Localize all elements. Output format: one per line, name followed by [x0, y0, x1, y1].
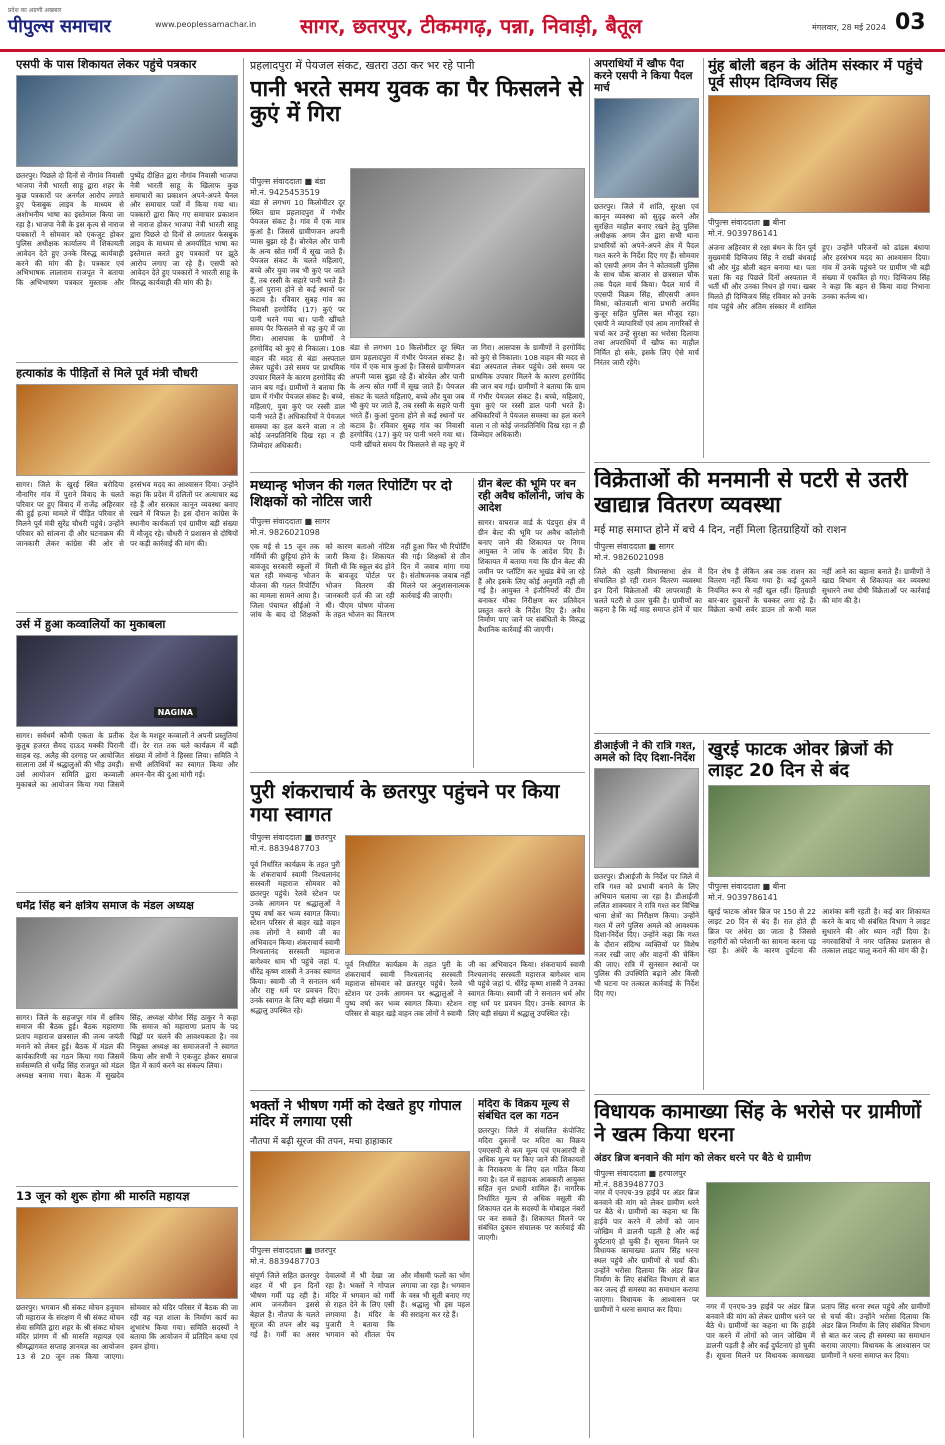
photo-chaudhary-visit [16, 384, 238, 476]
column-rule [473, 478, 474, 768]
photo-gopal-temple [250, 1151, 470, 1241]
byline [250, 516, 470, 538]
story-body: छतरपुर। पिछले दो दिनों से नौगांव निवासी भाजपा नेत्री भारती साहू द्वारा शहर के कुछ पत्रकारों पर अनर्गल आरोप लगाते हुए फेसबुक लाइव के माध्यम से अशोभनीय भाषा का इस्तेमाल किया जा रहा है। भाजपा नेत्री के इस कृत्य से नाराज पत्रकारों ने सोमवार को एकजुट होकर पुलिस अधीक्षक कार्यालय में शिकायती आवेदन देते हुए उनके विरुद्ध कार्यवाही करने की मांग की है। पत्रकार एवं अभिभाषक लालाराम राजपूत ने बताया कि अभिभाषण पत्रकार मुस्ताक और पुष्पेंद्र दीक्षित द्वारा नौगांव निवासी भाजपा नेत्री भारती साहू के खिलाफ कुछ समाचारों का प्रकाशन अपने-अपने चैनल और समाचार पत्रों में किया गया था। पत्रकारों द्वारा किए गए समाचार प्रकाशन से नाराज होकर भाजपा नेत्री भारती साहू द्वारा पिछले दो दिनों से लगातार फेसबुक लाइव के माध्यम से अमर्यादित भाषा का इस्तेमाल करते हुए पत्रकारों पर झूठे आरोप लगाए जा रहे हैं। एसपी को आवेदन देते हुए पत्रकारों ने भारती साहू के विरुद्ध कार्यवाही की मांग की है। [16, 171, 238, 288]
story-body: छतरपुर। डीआईजी के निर्देश पर जिले में रात्रि गश्त को प्रभावी बनाने के लिए अभियान चलाया जा रहा है। डीआईजी ललित शाक्यवार ने रात्रि गश्त कर विभिन्न थाना क्षेत्रों का निरीक्षण किया। उन्होंने गश्त में लगे पुलिस अमले को आवश्यक दिशा-निर्देश दिए। उन्होंने कहा कि गश्त के दौरान संदिग्ध व्यक्तियों पर विशेष नजर रखी जाए और वाहनों की चेकिंग की जाए। रात्रि में सुनसान स्थानों पर पुलिस की उपस्थिति बढ़ाने और किसी भी घटना पर तत्काल कार्रवाई के निर्देश दिए गए। [594, 872, 699, 998]
story-kshatriya [16, 900, 238, 1182]
byline-name: पीपुल्स संवाददाता ■ बीना [708, 882, 786, 892]
headline[interactable]: खुरई फाटक ओवर ब्रिजों की लाइट 20 दिन से बंद [708, 740, 893, 781]
divider [16, 1186, 238, 1187]
story-body: छतरपुर। जिले में संचालित कंपोजिट मदिरा दुकानों पर मदिरा का विक्रय एमएसपी से कम मूल्य एवं एमआरपी से अधिक मूल्य पर किए जाने की शिकायतों के निराकरण के लिए दल गठित किया गया है। दल में सहायक आबकारी आयुक्त सहित वृत्त प्रभारी शामिल हैं। नागरिक निर्धारित मूल्य से अधिक वसूली की शिकायत दल के सदस्यों के मोबाइल नंबरों पर कर सकते हैं। शिकायत मिलने पर संबंधित दुकान संचालक पर कार्रवाई की जाएगी। [478, 1126, 585, 1243]
story-body: सागर। जिले के खुरई स्थित बरोदिया नौनागिर गांव में पुराने विवाद के चलते परिवार पर हुए विवाद में राजेंद्र अहिरवार की हुई हत्या मामले में पीड़ित परिवार से मिलने पूर्व मंत्री सुरेंद्र चौधरी पहुंचे। उन्होंने परिवार को सांत्वना दी और घटनाक्रम की जानकारी लेकर कांग्रेस की ओर से हरसंभव मदद का आश्वासन दिया। उन्होंने कहा कि प्रदेश में दलितों पर अत्याचार बढ़ रहे हैं और सरकार कानून व्यवस्था बनाए रखने में विफल है। इस दौरान कांग्रेस के स्थानीय कार्यकर्ता एवं ग्रामीण बड़ी संख्या में मौजूद रहे। चौधरी ने प्रशासन से दोषियों पर कड़ी कार्रवाई की मांग की। [16, 480, 238, 548]
byline-name: पीपुल्स संवाददाता ■ छतरपुर [250, 833, 336, 842]
story-body: बंडा से लगभग 10 किलोमीटर दूर स्थित ग्राम प्रहलादपुरा में गंभीर पेयजल संकट है। गांव में एक मात्र कुआं है। जिससे ग्रामीणजन अपनी प्यास बुझा रहे हैं। बोरवेल और पानी के अन्य स्रोत गर्मी में सूख जाते हैं। पेयजल संकट के चलते महिलाएं, बच्चे और युवा जब भी कुएं पर जाते हैं, तब रस्सी के सहारे पानी भरते हैं। कुआं पुराना होने से कई स्थानों पर कटाव है। रविवार सुबह गांव का निवासी हरगोविंद (17) कुएं पर पानी भरने गया था। पानी खींचते समय पैर फिसलने से वह कुएं में जा गिरा। आसपास के ग्रामीणों ने हरगोविंद को कुएं से निकाला। 108 वाहन की मदद से बंडा अस्पताल लेकर पहुंचे। उसे समय पर प्राथमिक उपचार मिलने के कारण हरगोविंद की जान बच गई। ग्रामीणों ने बताया कि ग्राम में गंभीर पेयजल संकट है। बच्चे, महिलाएं, युवा कुएं पर रस्सी डाल पानी भरते हैं। अधिकारियों ने पेयजल समस्या का हल करने वाला न तो कोई जनप्रतिनिधि दिख रहा न ही जिम्मेदार अधिकारी। [350, 343, 585, 450]
headline[interactable]: धर्मेंद्र सिंह बने क्षत्रिय समाज के मंडल अध्यक्ष [16, 900, 194, 912]
photo-digvijay-funeral [708, 95, 930, 213]
brand-name: पीपुल्स समाचार [8, 16, 111, 37]
headline[interactable]: अपराधियों में खौफ पैदा करने एसपी ने किया पैदल मार्च [594, 58, 693, 95]
story-body: सागर। सर्वधर्म कौमी एकता के प्रतीक कुतुब हजरत सैयद दाऊद मक्की पिरानी साहब रह. अलैह की दरगाह पर आयोजित सालाना उर्स में श्रद्धालुओं की भीड़ उमड़ी। उर्स आयोजन समिति द्वारा कव्वाली मुकाबले का आयोजन किया गया जिसमें देश के मशहूर कव्वालों ने अपनी प्रस्तुतियां दीं। देर रात तक चले कार्यक्रम में बड़ी संख्या में लोगों ने हिस्सा लिया। समिति ने सभी अतिथियों का स्वागत किया और अमन-चैन की दुआ मांगी गई। [16, 731, 238, 789]
byline [708, 881, 818, 903]
story-dig [594, 740, 699, 1090]
story-shankaracharya [250, 780, 585, 1085]
byline-mobile: मो.नं. 9425453519 [250, 188, 320, 197]
byline-mobile: मो.नं. 8839487703 [250, 1257, 320, 1267]
story-madhyanh [250, 478, 470, 768]
story-body: सागर। वाघराज वार्ड के पंडपुरा क्षेत्र में ग्रीन बेल्ट की भूमि पर अवैध कॉलोनी बनाए जाने की शिकायत पर निगम आयुक्त ने जांच के आदेश दिए हैं। शिकायत में बताया गया कि ग्रीन बेल्ट की जमीन पर प्लॉटिंग कर भूखंड बेचे जा रहे हैं और इसके लिए कोई अनुमति नहीं ली गई है। आयुक्त ने इंजीनियरों की टीम बनाकर मौका निरीक्षण कर प्रतिवेदन प्रस्तुत करने के निर्देश दिए हैं। अवैध निर्माण पाए जाने पर संबंधितों के विरुद्ध वैधानिक कार्रवाई की जाएगी। [478, 518, 585, 635]
divider [594, 733, 930, 734]
story-madira [478, 1098, 585, 1438]
headline[interactable]: भक्तों ने भीषण गर्मी को देखते हुए गोपाल मंदिर में लगाया एसी [250, 1098, 462, 1131]
byline [708, 217, 818, 239]
story-qawwali [16, 618, 238, 886]
byline-name: पीपुल्स संवाददाता ■ सागर [594, 541, 674, 551]
kicker: मई माह समाप्त होने में बचे 4 दिन, नहीं मिला हितग्राहियों को राशन [594, 523, 847, 536]
column-rule [703, 58, 704, 458]
byline-name: पीपुल्स संवाददाता ■ बंडा [250, 177, 326, 186]
story-body: छतरपुर। भगवान श्री संकट मोचन हनुमान जी महाराज के संरक्षण में श्री संकट मोचन सेवा समिति द्वारा शहर के श्री संकट मोचन मंदिर प्रांगण में श्री मारुति महायज्ञ एवं श्रीमद्भागवत सप्ताह ज्ञानयज्ञ का आयोजन 13 से 20 जून तक किया जाएगा। सोमवार को मंदिर परिसर में बैठक की जा रही वह यज्ञ शाला के निर्माण कार्य का शुभारंभ किया गया। समिति सदस्यों ने बताया कि आयोजन में प्रतिदिन कथा एवं हवन होगा। [16, 1303, 238, 1361]
story-body: संपूर्ण जिले सहित छतरपुर शहर में भी इन दिनों भीषण गर्मी पड़ रही है। आम जनजीवन इससे बेहाल है। नौतपा के चलते सूरज की तपन और बढ़ गई है। गर्मी का असर देवालयों में भी देखा जा रहा है। भक्तों ने गोपाल मंदिर में भगवान को गर्मी से राहत देने के लिए एसी लगवाया है। मंदिर के पुजारी ने बताया कि भगवान को शीतल पेय और मौसमी फलों का भोग लगाया जा रहा है। भगवान के वस्त्र भी सूती बनाए गए हैं। श्रद्धालु भी इस पहल की सराहना कर रहे हैं। [250, 1271, 470, 1339]
kicker: अंडर ब्रिज बनवाने की मांग को लेकर धरने पर बैठे थे ग्रामीण [594, 1153, 811, 1164]
story-vikreta [594, 468, 930, 730]
photo-shankaracharya-welcome [345, 835, 585, 955]
byline-name: पीपुल्स संवाददाता ■ हरपालपुर [594, 1169, 686, 1178]
story-body: एक मई से 15 जून तक गर्मियों की छुट्टियां होने के बावजूद सरकारी स्कूलों में चल रही मध्यान्ह भोजन योजना की गलत रिपोर्टिंग का मामला सामने आया है। जिला पंचायत सीईओ ने जांच के बाद दो शिक्षकों को कारण बताओ नोटिस जारी किया है। शिकायत मिली थी कि स्कूल बंद होने के बावजूद पोर्टल पर भोजन वितरण की जानकारी दर्ज की जा रही थी। पीएम पोषण योजना के तहत भोजन का वितरण नहीं हुआ फिर भी रिपोर्टिंग की गई। शिक्षकों से तीन दिन में जवाब मांगा गया है। संतोषजनक जवाब नहीं मिलने पर अनुशासनात्मक कार्रवाई की जाएगी। [250, 542, 470, 620]
story-greenbelt [478, 478, 585, 768]
headline[interactable]: 13 जून को शुरू होगा श्री मारुति महायज्ञ [16, 1190, 190, 1203]
kicker: नौतपा में बढ़ी सूरज की तपन, मचा हाहाकार [250, 1137, 393, 1148]
divider [16, 612, 238, 613]
byline-mobile: मो.नं. 9826021098 [250, 528, 320, 538]
byline-mobile: मो.नं. 9826021098 [594, 552, 664, 562]
story-digvijay [708, 58, 930, 458]
headline[interactable]: पानी भरते समय युवक का पैर फिसलने से कुएं में गिरा [250, 77, 584, 128]
photo-qawwali-stage [16, 635, 238, 727]
headline[interactable]: पुरी शंकराचार्य के छतरपुर पहुंचने पर किया गया स्वागत [250, 780, 560, 826]
photo-sp-office [16, 75, 238, 167]
photo-police-march [594, 98, 699, 198]
divider [250, 772, 585, 773]
divider [16, 892, 238, 893]
byline-name: पीपुल्स संवाददाता ■ छतरपुर [250, 1246, 336, 1256]
headline[interactable]: उर्स में हुआ कव्वालियों का मुकाबला [16, 618, 166, 631]
divider [250, 472, 585, 473]
byline-name: पीपुल्स संवाददाता ■ सागर [250, 517, 330, 527]
byline [594, 541, 930, 563]
story-body-col1: बंडा से लगभग 10 किलोमीटर दूर स्थित ग्राम प्रहलादपुरा में गंभीर पेयजल संकट है। गांव में एक मात्र कुआं है। जिससे ग्रामीणजन अपनी प्यास बुझा रहे हैं। बोरवेल और पानी के अन्य स्रोत गर्मी में सूख जाते हैं। पेयजल संकट के चलते महिलाएं, बच्चे और युवा जब भी कुएं पर जाते हैं, तब रस्सी के सहारे पानी भरते हैं। कुआं पुराना होने से कई स्थानों पर कटाव है। रविवार सुबह गांव का निवासी हरगोविंद (17) कुएं पर पानी भरने गया था। पानी खींचते समय पैर फिसलने से वह कुएं में जा गिरा। आसपास के ग्रामीणों ने हरगोविंद को कुएं से निकाला। 108 वाहन की मदद से बंडा अस्पताल लेकर पहुंचे। उसे समय पर प्राथमिक उपचार मिलने के कारण हरगोविंद की जान बच गई। ग्रामीणों ने बताया कि ग्राम में गंभीर पेयजल संकट है। बच्चे, महिलाएं, युवा कुएं पर रस्सी डाल पानी भरते हैं। अधिकारियों ने पेयजल समस्या का हल करने वाला न तो कोई जनप्रतिनिधि दिख रहा न ही जिम्मेदार अधिकारी। [250, 198, 345, 450]
story-pani [250, 58, 585, 470]
story-body-col1: पूर्व निर्धारित कार्यक्रम के तहत पुरी के शंकराचार्य स्वामी निश्चलानंद सरस्वती महाराज सोमवार को छतरपुर पहुंचे। रेलवे स्टेशन पर उनके आगमन पर श्रद्धालुओं ने पुष्प वर्षा कर भव्य स्वागत किया। स्टेशन परिसर से बाहर खड़े वाहन तक लोगों ने स्वामी जी का अभिवादन किया। शंकराचार्य स्वामी निश्चलानंद सरस्वती महाराज बागेश्वर धाम भी पहुंचे जहां पं. धीरेंद्र कृष्ण शास्त्री ने उनका स्वागत किया। स्वामी जी ने सनातन धर्म और राष्ट्र धर्म पर प्रवचन दिए। उनके स्वागत के लिए बड़ी संख्या में श्रद्धालु उपस्थित रहे। [250, 860, 340, 1015]
site-url[interactable]: www.peoplessamachar.in [155, 20, 257, 29]
divider [594, 462, 930, 463]
divider [594, 1094, 930, 1095]
story-body: छतरपुर। जिले में शांति, सुरक्षा एवं कानून व्यवस्था को सुदृढ़ करने और सुरक्षित माहौल बनाए रखने हेतु पुलिस अधीक्षक अगम जैन द्वारा सभी थाना प्रभारियों को अपने-अपने क्षेत्र में पैदल गश्त करने के निर्देश दिए गए हैं। सोमवार को एसपी अगम जैन ने कोतवाली पुलिस के साथ चौक बाजार से छत्रसाल चौक तक पैदल मार्च किया। पैदल मार्च में एएसपी विक्रम सिंह, सीएसपी अमन मिश्रा, कोतवाली थाना प्रभारी अरविंद कुजूर सहित पुलिस बल मौजूद रहा। एसपी ने व्यापारियों एवं आम नागरिकों से चर्चा कर उन्हें सुरक्षा का भरोसा दिलाया तथा अपराधियों में खौफ का माहौल निर्मित हो सके, इसके लिए ऐसे मार्च निरंतर जारी रहेंगे। [594, 202, 699, 367]
byline-mobile: मो.नं. 8839487703 [594, 1180, 664, 1189]
story-body: नगर में एनएच-39 हाईवे पर अंडर ब्रिज बनवाने की मांग को लेकर ग्रामीण धरने पर बैठे थे। ग्रामीणों का कहना था कि हाईवे पार करने में लोगों को जान जोखिम में डालनी पड़ती है और कई दुर्घटनाएं हो चुकी हैं। सूचना मिलने पर विधायक कामाख्या प्रताप सिंह धरना स्थल पहुंचे और ग्रामीणों से चर्चा की। उन्होंने भरोसा दिलाया कि अंडर ब्रिज निर्माण के लिए संबंधित विभाग से बात कर जल्द ही समस्या का समाधान कराया जाएगा। विधायक के आश्वासन पर ग्रामीणों ने धरना समाप्त कर दिया। [706, 1302, 930, 1360]
story-gopal [250, 1098, 470, 1438]
brand-tagline: प्रदेश का अग्रणी अखबार [8, 7, 62, 14]
headline[interactable]: ग्रीन बेल्ट की भूमि पर बन रही अवैध कॉलोनी, जांच के आदेश [478, 478, 584, 515]
column-rule [589, 58, 590, 1438]
photo-yagya-meeting [16, 1207, 238, 1299]
headline[interactable]: विधायक कामाख्या सिंह के भरोसे पर ग्रामीणों ने खत्म किया धरना [594, 1100, 922, 1146]
story-hatyakand [16, 367, 238, 607]
photo-dharna [706, 1182, 930, 1297]
headline[interactable]: मुंह बोली बहन के अंतिम संस्कार में पहुंचे पूर्व सीएम दिग्विजय सिंह [708, 58, 923, 91]
story-sp [16, 58, 238, 358]
issue-date: मंगलवार, 28 मई 2024 [812, 23, 886, 32]
stage-banner-text: NAGINA [154, 707, 197, 718]
divider [16, 362, 238, 363]
story-body: खुरई फाटक ओवर ब्रिज पर 150 से 22 लाइट 20 दिन से बंद हैं। रात होते ही ब्रिज पर अंधेरा छा जाता है जिससे राहगीरों को परेशानी का सामना करना पड़ रहा है। अंधेरे के कारण दुर्घटना की आशंका बनी रहती है। कई बार शिकायत करने के बाद भी संबंधित विभाग ने लाइट सुधारने की ओर ध्यान नहीं दिया है। नगरवासियों ने नगर पालिका प्रशासन से तत्काल लाइट चालू कराने की मांग की है। [708, 907, 930, 956]
column-rule [243, 58, 244, 1438]
headline[interactable]: मध्यान्ह भोजन की गलत रिपोर्टिंग पर दो शिक्षकों को नोटिस जारी [250, 478, 452, 511]
story-khauf [594, 58, 699, 458]
byline-name: पीपुल्स संवाददाता ■ बीना [708, 218, 786, 228]
headline[interactable]: एसपी के पास शिकायत लेकर पहुंचे पत्रकार [16, 58, 197, 71]
story-body: अंजना अहिरवार से रक्षा बंधन के दिन पूर्व मुख्यमंत्री दिग्विजय सिंह ने राखी बंधवाई थी और मुंह बोली बहन बनाया था। पता चला कि वह पिछले दिनों अस्पताल में भर्ती थीं और उनका निधन हो गया। खबर मिलते ही दिग्विजय सिंह रविवार को उनके गांव पहुंचे और अंतिम संस्कार में शामिल हुए। उन्होंने परिजनों को ढांढस बंधाया और हरसंभव मदद का आश्वासन दिया। गांव में उनके पहुंचने पर ग्रामीण भी बड़ी संख्या में एकत्रित हो गए। दिग्विजय सिंह ने कहा कि बहन से किया वादा निभाना उनका कर्तव्य था। [708, 243, 930, 311]
column-rule [473, 1098, 474, 1438]
brand-logo[interactable] [8, 6, 111, 38]
story-body: जिले की रहली विधानसभा क्षेत्र में संचालित हो रही राशन वितरण व्यवस्था इन दिनों विक्रेताओं की लापरवाही के चलते पटरी से उतर चुकी है। ग्रामीणों का कहना है कि मई माह समाप्त होने में चार दिन शेष हैं लेकिन अब तक राशन का वितरण नहीं किया गया है। कई दुकानें नियमित रूप से नहीं खुल रहीं। हितग्राही बार-बार दुकानों के चक्कर लगा रहे हैं। विक्रेता कभी सर्वर डाउन तो कभी माल नहीं आने का बहाना बनाते हैं। ग्रामीणों ने खाद्य विभाग से शिकायत कर व्यवस्था सुधारने तथा दोषी विक्रेताओं पर कार्रवाई की मांग की है। [594, 566, 930, 615]
story-vidhayak [594, 1100, 930, 1440]
photo-samaj-meeting [16, 917, 238, 1009]
divider [250, 1090, 585, 1091]
headline[interactable]: डीआईजी ने की रात्रि गश्त, अमले को दिए दिशा-निर्देश [594, 740, 696, 765]
photo-dig-patrol [594, 768, 699, 868]
byline-mobile: मो.नं. 8839487703 [250, 844, 320, 853]
column-rule [703, 740, 704, 1090]
byline [250, 1245, 470, 1267]
story-body: पूर्व निर्धारित कार्यक्रम के तहत पुरी के शंकराचार्य स्वामी निश्चलानंद सरस्वती महाराज सोमवार को छतरपुर पहुंचे। रेलवे स्टेशन पर उनके आगमन पर श्रद्धालुओं ने पुष्प वर्षा कर भव्य स्वागत किया। स्टेशन परिसर से बाहर खड़े वाहन तक लोगों ने स्वामी जी का अभिवादन किया। शंकराचार्य स्वामी निश्चलानंद सरस्वती महाराज बागेश्वर धाम भी पहुंचे जहां पं. धीरेंद्र कृष्ण शास्त्री ने उनका स्वागत किया। स्वामी जी ने सनातन धर्म और राष्ट्र धर्म पर प्रवचन दिए। उनके स्वागत के लिए बड़ी संख्या में श्रद्धालु उपस्थित रहे। [345, 960, 585, 1018]
masthead [0, 0, 945, 52]
kicker: प्रहलादपुरा में पेयजल संकट, खतरा उठा कर भर रहे पानी [250, 59, 475, 72]
story-maruti [16, 1190, 238, 1440]
photo-overbridge [708, 785, 930, 877]
photo-well [350, 168, 585, 338]
region-title: सागर, छतरपुर, टीकमगढ़, पन्ना, निवाड़ी, बैतूल [300, 14, 642, 38]
byline-mobile: मो.नं. 9039786141 [708, 893, 778, 903]
story-body-col1: नगर में एनएच-39 हाईवे पर अंडर ब्रिज बनवाने की मांग को लेकर ग्रामीण धरने पर बैठे थे। ग्रामीणों का कहना था कि हाईवे पार करने में लोगों को जान जोखिम में डालनी पड़ती है और कई दुर्घटनाएं हो चुकी हैं। सूचना मिलने पर विधायक कामाख्या प्रताप सिंह धरना स्थल पहुंचे और ग्रामीणों से चर्चा की। उन्होंने भरोसा दिलाया कि अंडर ब्रिज निर्माण के लिए संबंधित विभाग से बात कर जल्द ही समस्या का समाधान कराया जाएगा। विधायक के आश्वासन पर ग्रामीणों ने धरना समाप्त कर दिया। [594, 1188, 699, 1314]
headline[interactable]: विक्रेताओं की मनमानी से पटरी से उतरी खाद्यान्न वितरण व्यवस्था [594, 468, 908, 519]
page-number: 03 [895, 10, 926, 35]
byline [250, 176, 342, 198]
headline[interactable]: हत्याकांड के पीड़ितों से मिले पूर्व मंत्री चौधरी [16, 367, 198, 380]
headline[interactable]: मदिरा के विक्रय मूल्य से संबंधित दल का गठन [478, 1098, 570, 1123]
byline-mobile: मो.नं. 9039786141 [708, 229, 778, 239]
story-body: सागर। जिले के सहजपुर गांव में क्षत्रिय समाज की बैठक हुई। बैठक महाराणा प्रताप महाराज छत्रसाल की जन्म जयंती मनाने को लेकर हुई। बैठक में मंडल की कार्यकारिणी का गठन किया गया जिसमें सर्वसम्मति से धर्मेंद्र सिंह राजपूत को मंडल अध्यक्ष बनाया गया। बैठक में सुखदेव सिंह, अध्यक्ष योगेश सिंह ठाकुर ने कहा कि समाज को महाराणा प्रताप के पद चिह्नों पर चलने की आवश्यकता है। नव नियुक्त अध्यक्ष का समाजजनों ने स्वागत किया और सभी ने एकजुट होकर समाज हित में कार्य करने का संकल्प लिया। [16, 1012, 238, 1080]
story-khurai [708, 740, 930, 1090]
